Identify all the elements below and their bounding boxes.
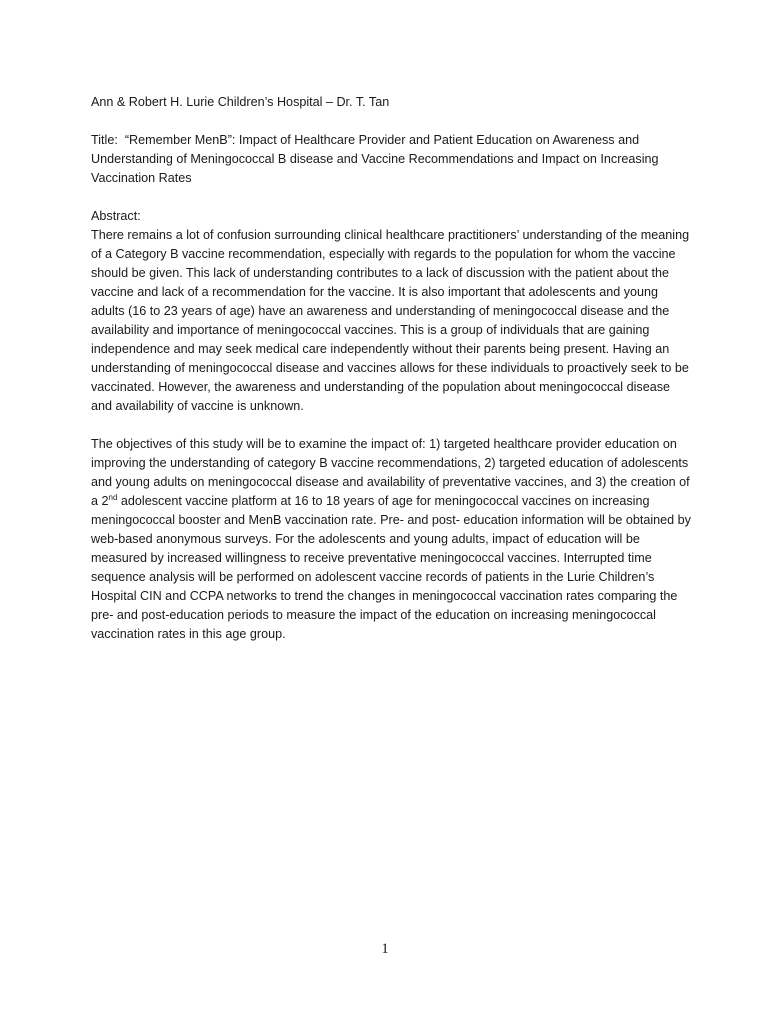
title-label: Title:: [91, 133, 118, 147]
abstract-paragraph-2-part-2: adolescent vaccine platform at 16 to 18 years of age for meningococcal vaccines on increasing meningococcal booster and MenB vaccination rate. Pre- and post- education information will be obtained by web-based anonymous surveys. For the adolescents and young adults, impact of education will be measured by increased willingness to receive preventative meningococcal vaccines. Interrupted time sequence analysis will be performed on adolescent vaccine records of patients in the Lurie Children’s Hospital CIN and CCPA networks to trend the changes in meningococcal vaccination rates comparing the pre- and post-education periods to measure the impact of the education on increasing meningococcal vaccination rates in this age group.: [91, 494, 691, 641]
abstract-heading: Abstract:: [91, 209, 141, 223]
abstract-paragraph-1: There remains a lot of confusion surrounding clinical healthcare practitioners’ understanding of the meaning of a Category B vaccine recommendation, especially with regards to the population for whom the vaccine should be given. This lack of understanding contributes to a lack of discussion with the patient about the vaccine and lack of a recommendation for the vaccine. It is also important that adolescents and young adults (16 to 23 years of age) have an awareness and understanding of meningococcal disease and the availability and importance of meningococcal vaccines. This is a group of individuals that are gaining independence and may seek medical care independently without their parents being present. Having an understanding of meningococcal disease and vaccines allows for these individuals to proactively seek to be vaccinated. However, the awareness and understanding of the population about meningococcal disease and availability of vaccine is unknown.: [91, 228, 690, 413]
spacer: [91, 188, 691, 207]
spacer: [91, 416, 691, 435]
abstract-paragraph-2: [91, 435, 691, 644]
page-number: 1: [381, 941, 389, 957]
spacer: [91, 112, 691, 131]
abstract-paragraph-2-part-1: The objectives of this study will be to examine the impact of: 1) targeted healthcare provider education on improving the understanding of category B vaccine recommendations, 2) targeted education of adolescents and young adults on meningococcal disease and availability of preventative vaccines, and 3) the creation of a 2: [91, 437, 690, 508]
ordinal-superscript: nd: [108, 492, 118, 502]
document-body: [91, 93, 691, 644]
document-header: Ann & Robert H. Lurie Children’s Hospital – Dr. T. Tan: [91, 95, 390, 109]
title-text: “Remember MenB”: Impact of Healthcare Provider and Patient Education on Awareness and Understanding of Meningococcal B disease and Vaccine Recommendations and Impact on Increasing Vaccination Rates: [91, 133, 659, 185]
document-title: [91, 131, 691, 188]
